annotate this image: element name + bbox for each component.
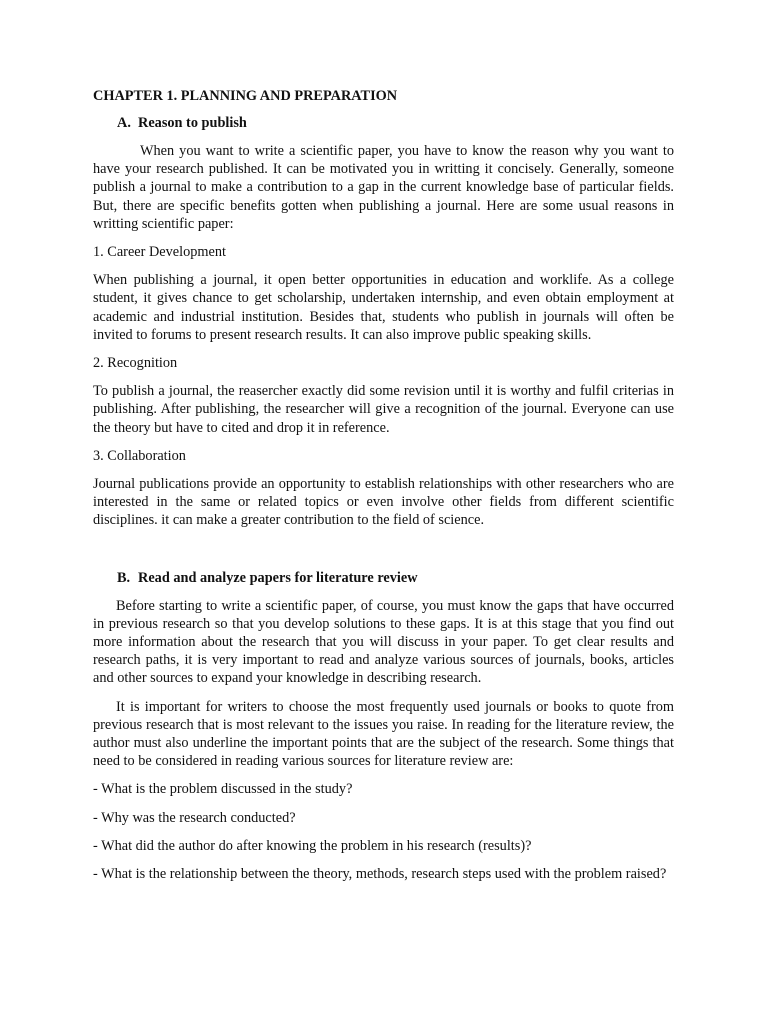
reason-heading-1: 1. Career Development	[93, 244, 226, 261]
question-4: - What is the relationship between the theory, methods, research steps used with the problem raised?	[93, 866, 667, 883]
section-b-heading	[117, 569, 674, 587]
section-b-title: Read and analyze papers for literature review	[138, 569, 418, 586]
section-b-paragraph-1: Before starting to write a scientific paper, of course, you must know the gaps that have occurred in previous research so that you develop solutions to these gaps. It is at this stage that you find out more information about the research that you will discuss in your paper. To get clear results and research paths, it is very important to read and analyze various sources of journals, books, articles and other sources to expand your knowledge in describing research.	[93, 597, 674, 687]
reason-text-1: When publishing a journal, it open better opportunities in education and worklife. As a college student, it gives chance to get scholarship, undertaken internship, and even obtain employment at academic and industrial institution. Besides that, students who publish in journals will often be invited to forums to present research results. It can also improve public speaking skills.	[93, 272, 674, 343]
reason-heading-3: 3. Collaboration	[93, 447, 186, 464]
question-3: - What did the author do after knowing the problem in his research (results)?	[93, 837, 532, 854]
document-body	[93, 87, 674, 883]
chapter-title: CHAPTER 1. PLANNING AND PREPARATION	[93, 88, 398, 104]
question-1: - What is the problem discussed in the study?	[93, 781, 353, 798]
section-a-heading	[117, 114, 674, 132]
section-a-label: A.	[117, 115, 131, 131]
section-b-label: B.	[117, 569, 131, 586]
section-a-title: Reason to publish	[138, 115, 247, 131]
reason-text-3: Journal publications provide an opportunity to establish relationships with other researchers who are interested in the same or related topics or even involve other fields from different scientific disciplines. it can make a greater contribution to the field of science.	[93, 476, 674, 529]
section-a-intro: When you want to write a scientific paper, you have to know the reason why you want to have your research published. It can be motivated you in writting it concisely. Generally, someone publish a journal to make a contribution to a gap in the current knowledge base of particular fields. But, there are specific benefits gotten when publishing a journal. Here are some usual reasons in writting scientific paper:	[93, 143, 674, 232]
section-b-paragraph-2: It is important for writers to choose the most frequently used journals or books to quote from previous research that is most relevant to the issues you raise. In reading for the literature review, the author must also underline the important points that are the subject of the research. Some things that need to be considered in reading various sources for literature review are:	[93, 698, 674, 770]
reason-text-2: To publish a journal, the reasercher exactly did some revision until it is worthy and fulfil criterias in publishing. After publishing, the researcher will give a recognition of the journal. Everyone can use the theory but have to cited and drop it in reference.	[93, 383, 674, 436]
question-2: - Why was the research conducted?	[93, 809, 296, 826]
reason-heading-2: 2. Recognition	[93, 355, 178, 372]
